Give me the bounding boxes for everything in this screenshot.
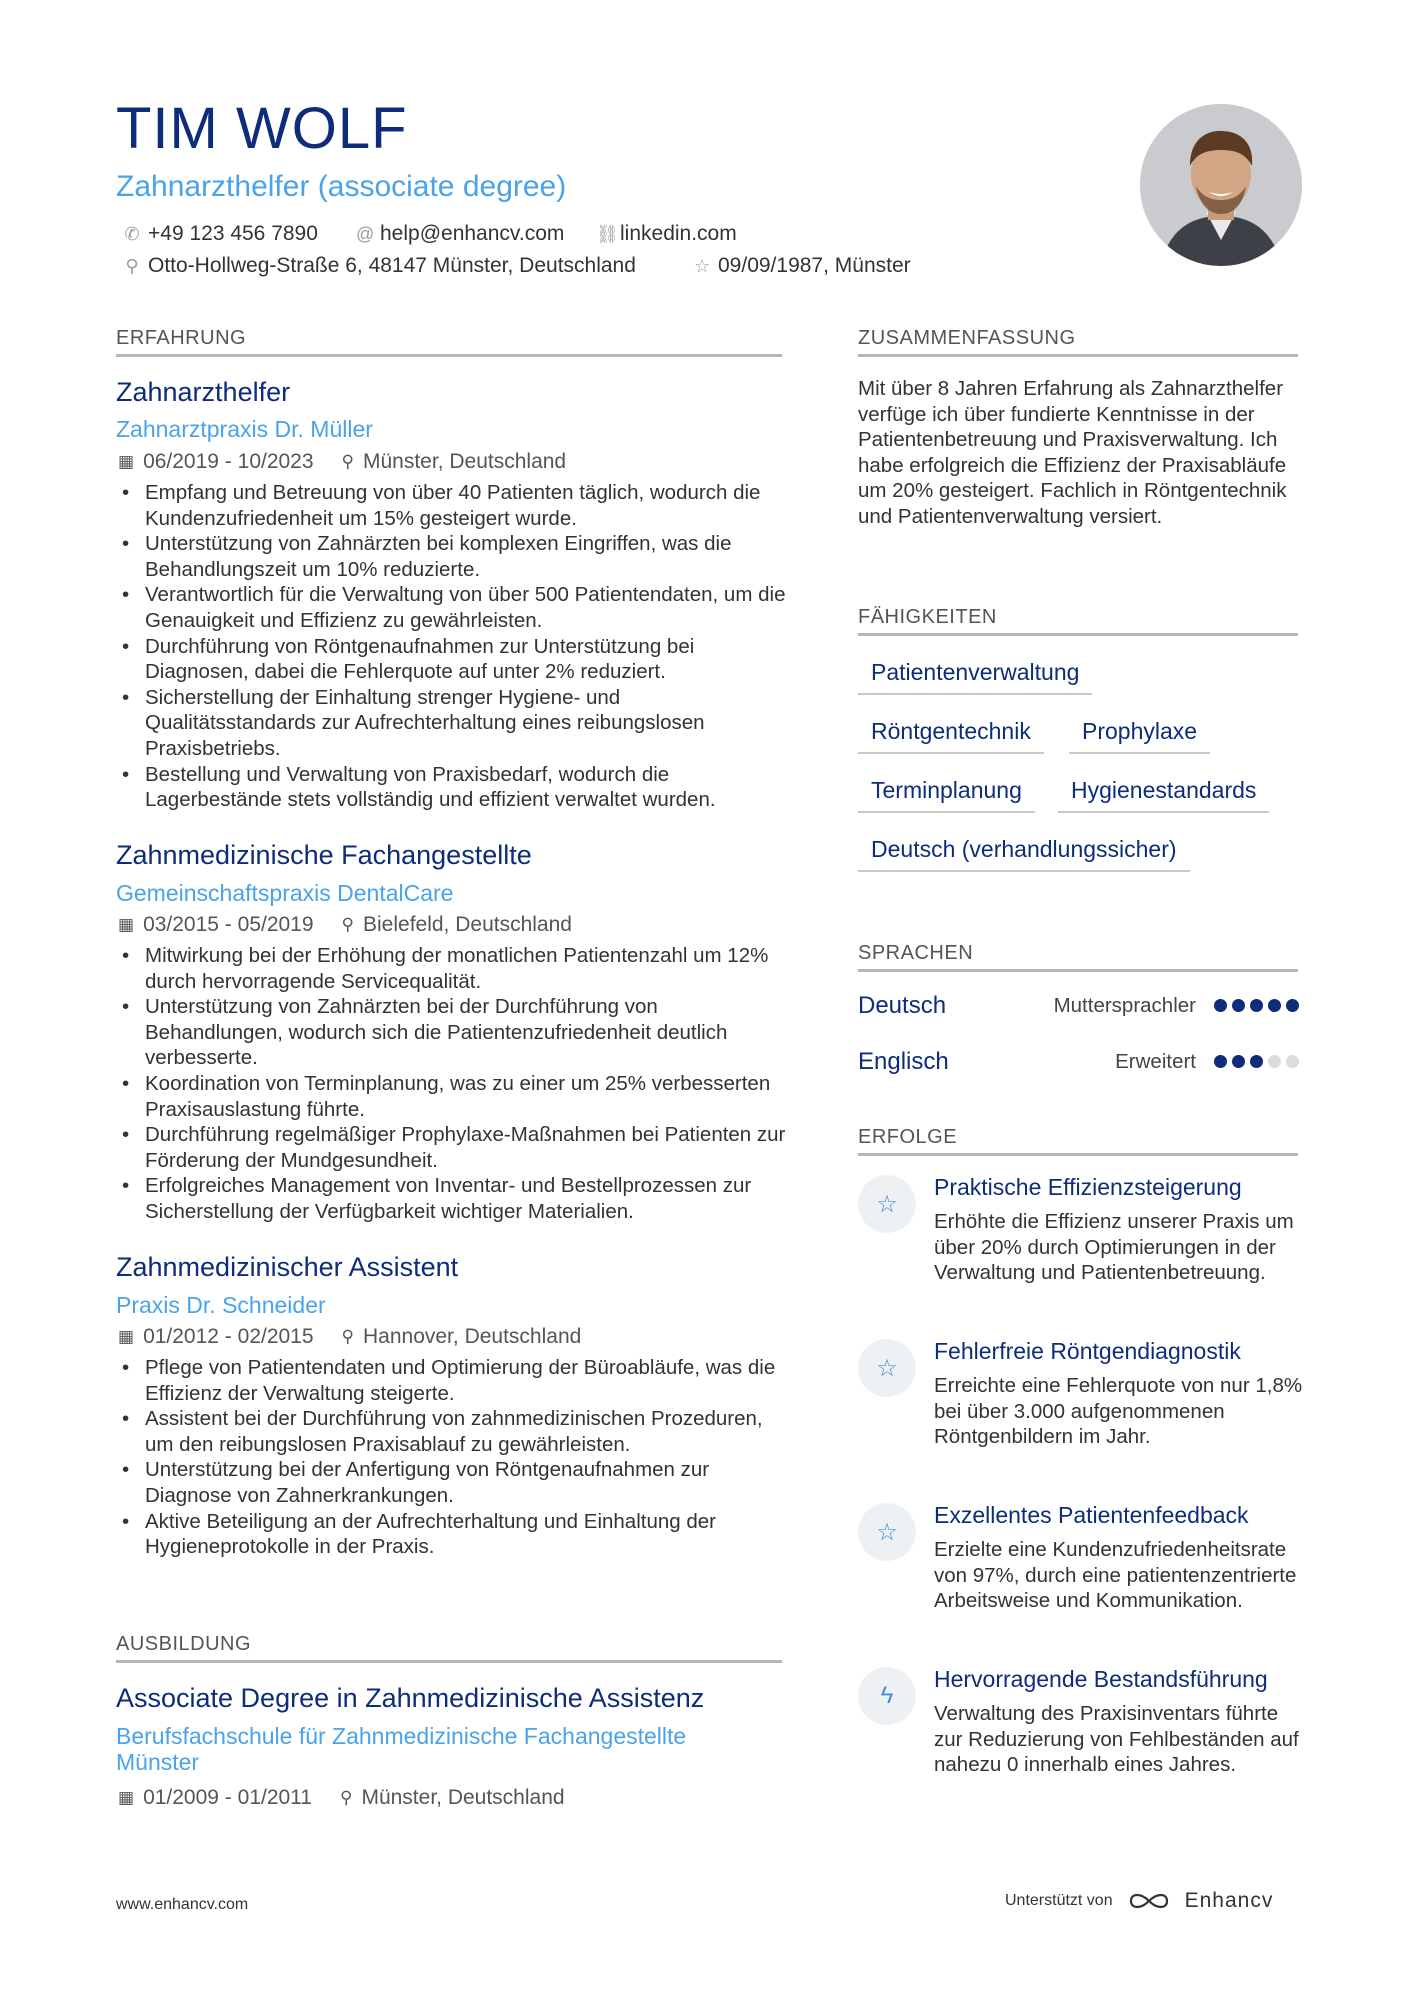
- job-location: Hannover, Deutschland: [363, 1325, 582, 1348]
- section-title-languages: SPRACHEN: [858, 943, 1298, 972]
- achievement-description: Erzielte eine Kundenzufriedenheitsrate von 97%, durch eine patientenzentrierte Arbeitsweise und Kommunikation.: [934, 1538, 1297, 1613]
- contact-linkedin[interactable]: [596, 222, 737, 246]
- bullet-item: • Bestellung und Verwaltung von Praxisbedarf, wodurch die Lagerbestände stets vollständig und effizient verwaltet wurden.: [118, 762, 788, 813]
- rating-dot: [1268, 1055, 1281, 1068]
- enhancv-logo-icon: [1125, 1888, 1173, 1914]
- calendar-icon: ▦: [118, 915, 135, 934]
- education-meta: [118, 1786, 565, 1810]
- rating-dot: [1232, 999, 1245, 1012]
- job-title: Zahnmedizinischer Assistent: [116, 1252, 459, 1282]
- summary-text: Mit über 8 Jahren Erfahrung als Zahnarzthelfer verfüge ich über fundierte Kenntnisse in der Patientenbetreuung und Praxisverwaltung. Ich habe erfolgreich die Effizienz der Praxisabläufe um 20% gesteigert. Fachlich in Röntgentechnik und Patientenverwaltung versiert.: [858, 377, 1287, 528]
- candidate-name: TIM WOLF: [116, 96, 408, 161]
- bullet-item: • Koordination von Terminplanung, was zu einer um 25% verbesserten Praxisauslastung führte.: [118, 1071, 788, 1122]
- contact-address: [124, 254, 636, 278]
- rating-dot: [1286, 999, 1299, 1012]
- location-pin-icon: ⚲: [341, 1327, 354, 1346]
- job-bullets: [118, 1355, 788, 1560]
- degree-title: Associate Degree in Zahnmedizinische Assistenz: [116, 1683, 705, 1713]
- bullet-item: • Unterstützung von Zahnärzten bei komplexen Eingriffen, was die Behandlungszeit um 10% reduzierte.: [118, 531, 788, 582]
- footer-website[interactable]: www.enhancv.com: [116, 1896, 249, 1913]
- job-location: Bielefeld, Deutschland: [363, 913, 572, 936]
- link-icon: ⛓: [596, 223, 619, 244]
- bullet-item: • Aktive Beteiligung an der Aufrechterhaltung und Einhaltung der Hygieneprotokolle in der Praxis.: [118, 1509, 788, 1560]
- skill-tag: Patientenverwaltung: [858, 660, 1092, 695]
- location-pin-icon: ⚲: [340, 1788, 353, 1807]
- skill-tag: Deutsch (verhandlungssicher): [858, 837, 1190, 872]
- calendar-icon: ▦: [118, 452, 135, 471]
- calendar-icon: ▦: [118, 1327, 135, 1346]
- bullet-item: • Assistent bei der Durchführung von zahnmedizinischen Prozeduren, um den reibungslosen Praxisablauf zu gewährleisten.: [118, 1406, 788, 1457]
- rating-dot: [1250, 999, 1263, 1012]
- achievement-title: Fehlerfreie Röntgendiagnostik: [934, 1338, 1241, 1364]
- job-meta: [118, 450, 566, 474]
- skill-tag: Röntgentechnik: [858, 719, 1044, 754]
- job-meta: [118, 913, 572, 937]
- birth-text: 09/09/1987, Münster: [718, 254, 911, 277]
- job-dates: 01/2012 - 02/2015: [143, 1325, 314, 1348]
- language-level: Muttersprachler: [1053, 994, 1196, 1017]
- location-pin-icon: ⚲: [125, 255, 139, 276]
- education-location: Münster, Deutschland: [361, 1786, 565, 1809]
- achievement-description: Erhöhte die Effizienz unserer Praxis um über 20% durch Optimierungen in der Verwaltung und Patientenbetreuung.: [934, 1210, 1294, 1285]
- calendar-icon: ▦: [118, 1788, 135, 1807]
- phone-text: +49 123 456 7890: [148, 222, 318, 245]
- lightning-icon: ϟ: [858, 1667, 916, 1725]
- section-title-experience: ERFAHRUNG: [116, 328, 782, 357]
- rating-dot: [1250, 1055, 1263, 1068]
- footer-branding: [1005, 1888, 1273, 1914]
- bullet-item: • Durchführung von Röntgenaufnahmen zur Unterstützung bei Diagnosen, dabei die Fehlerquote auf unter 2% reduziert.: [118, 634, 788, 685]
- language-name: Englisch: [858, 1048, 949, 1075]
- bullet-item: • Sicherstellung der Einhaltung strenger Hygiene- und Qualitätsstandards zur Aufrechterhaltung eines reibungslosen Praxisbetriebs.: [118, 685, 788, 762]
- contact-email[interactable]: [356, 222, 564, 246]
- job-location: Münster, Deutschland: [363, 450, 567, 473]
- rating-dot: [1268, 999, 1281, 1012]
- at-icon: @: [356, 223, 375, 244]
- rating-dot: [1214, 999, 1227, 1012]
- powered-by-text: Unterstützt von: [1005, 1892, 1113, 1909]
- job-title: Zahnarzthelfer: [116, 377, 291, 407]
- bullet-item: • Unterstützung von Zahnärzten bei der Durchführung von Behandlungen, wodurch sich die Patientenzufriedenheit deutlich verbesserte.: [118, 994, 788, 1071]
- company-name: Zahnarztpraxis Dr. Müller: [116, 416, 373, 442]
- phone-icon: ✆: [124, 223, 140, 244]
- bullet-item: • Empfang und Betreuung von über 40 Patienten täglich, wodurch die Kundenzufriedenheit um 15% gesteigert wurde.: [118, 480, 788, 531]
- star-icon: ☆: [858, 1175, 916, 1233]
- rating-dot: [1286, 1055, 1299, 1068]
- job-meta: [118, 1325, 581, 1349]
- address-text: Otto-Hollweg-Straße 6, 48147 Münster, Deutschland: [148, 254, 636, 277]
- rating-dot: [1214, 1055, 1227, 1068]
- star-icon: ☆: [858, 1339, 916, 1397]
- achievement-title: Exzellentes Patientenfeedback: [934, 1502, 1249, 1528]
- achievement-description: Verwaltung des Praxisinventars führte zur Reduzierung von Fehlbeständen auf nahezu 0 innerhalb eines Jahres.: [934, 1702, 1299, 1777]
- school-name: Berufsfachschule für Zahnmedizinische Fachangestellte Münster: [116, 1723, 687, 1776]
- bullet-item: • Verantwortlich für die Verwaltung von über 500 Patientendaten, um die Genauigkeit und Effizienz zu gewährleisten.: [118, 582, 788, 633]
- email-text[interactable]: help@enhancv.com: [380, 222, 565, 245]
- candidate-role: Zahnarzthelfer (associate degree): [116, 170, 567, 203]
- section-title-education: AUSBILDUNG: [116, 1634, 782, 1663]
- language-rating-0: [1214, 999, 1299, 1012]
- job-bullets: [118, 943, 788, 1225]
- brand-name: Enhancv: [1184, 1889, 1274, 1912]
- job-title: Zahnmedizinische Fachangestellte: [116, 840, 532, 870]
- section-title-skills: FÄHIGKEITEN: [858, 607, 1298, 636]
- bullet-item: • Durchführung regelmäßiger Prophylaxe-Maßnahmen bei Patienten zur Förderung der Mundgesundheit.: [118, 1122, 788, 1173]
- bullet-item: • Pflege von Patientendaten und Optimierung der Büroabläufe, was die Effizienz der Verwaltung steigerte.: [118, 1355, 788, 1406]
- achievement-title: Praktische Effizienzsteigerung: [934, 1174, 1242, 1200]
- company-name: Praxis Dr. Schneider: [116, 1292, 326, 1318]
- contact-birth: [694, 254, 911, 278]
- location-pin-icon: ⚲: [341, 452, 354, 471]
- star-icon: ☆: [858, 1503, 916, 1561]
- language-rating-1: [1214, 1055, 1299, 1068]
- skill-tag: Terminplanung: [858, 778, 1035, 813]
- section-title-summary: ZUSAMMENFASSUNG: [858, 328, 1298, 357]
- profile-photo: [1140, 104, 1302, 266]
- contact-phone: [124, 222, 318, 246]
- job-dates: 06/2019 - 10/2023: [143, 450, 314, 473]
- achievement-title: Hervorragende Bestandsführung: [934, 1666, 1268, 1692]
- linkedin-text[interactable]: linkedin.com: [620, 222, 737, 245]
- language-name: Deutsch: [858, 992, 947, 1019]
- job-dates: 03/2015 - 05/2019: [143, 913, 314, 936]
- education-dates: 01/2009 - 01/2011: [143, 1786, 312, 1809]
- bullet-item: • Mitwirkung bei der Erhöhung der monatlichen Patientenzahl um 12% durch hervorragende Servicequalität.: [118, 943, 788, 994]
- achievement-description: Erreichte eine Fehlerquote von nur 1,8% bei über 3.000 aufgenommenen Röntgenbildern im Jahr.: [934, 1374, 1303, 1449]
- bullet-item: • Erfolgreiches Management von Inventar- und Bestellprozessen zur Sicherstellung der Verfügbarkeit wichtiger Materialien.: [118, 1173, 788, 1224]
- star-outline-icon: ☆: [694, 255, 711, 276]
- job-bullets: [118, 480, 788, 813]
- skill-tag: Prophylaxe: [1069, 719, 1210, 754]
- location-pin-icon: ⚲: [341, 915, 354, 934]
- bullet-item: • Unterstützung bei der Anfertigung von Röntgenaufnahmen zur Diagnose von Zahnerkrankungen.: [118, 1457, 788, 1508]
- rating-dot: [1232, 1055, 1245, 1068]
- skill-tag: Hygienestandards: [1058, 778, 1269, 813]
- section-title-achievements: ERFOLGE: [858, 1127, 1298, 1156]
- company-name: Gemeinschaftspraxis DentalCare: [116, 880, 454, 906]
- language-level: Erweitert: [1115, 1050, 1196, 1073]
